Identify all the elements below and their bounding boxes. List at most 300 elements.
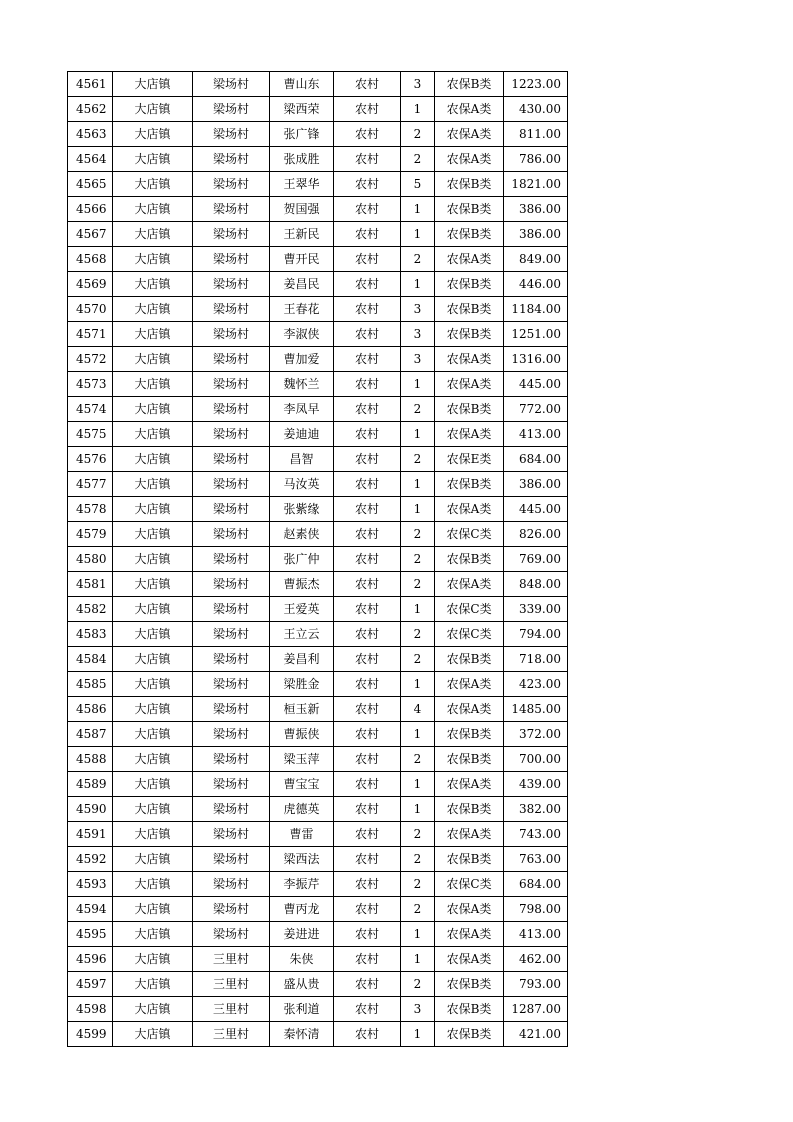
- amount-cell: 772.00: [504, 397, 568, 422]
- household-type-cell: 农村: [334, 847, 401, 872]
- insurance-category-cell: 农保A类: [435, 672, 504, 697]
- town-cell: 大店镇: [113, 497, 193, 522]
- insurance-category-cell: 农保A类: [435, 122, 504, 147]
- name-cell: 曹雷: [270, 822, 334, 847]
- table-row: [68, 122, 568, 147]
- village-cell: 梁场村: [193, 772, 270, 797]
- insurance-category-cell: 农保B类: [435, 847, 504, 872]
- insurance-category-cell: 农保E类: [435, 447, 504, 472]
- table-row: [68, 347, 568, 372]
- name-cell: 朱侠: [270, 947, 334, 972]
- table-row: [68, 247, 568, 272]
- member-count-cell: 1: [401, 797, 435, 822]
- amount-cell: 794.00: [504, 622, 568, 647]
- town-cell: 大店镇: [113, 822, 193, 847]
- name-cell: 姜昌民: [270, 272, 334, 297]
- town-cell: 大店镇: [113, 272, 193, 297]
- village-cell: 梁场村: [193, 247, 270, 272]
- village-cell: 梁场村: [193, 547, 270, 572]
- village-cell: 梁场村: [193, 897, 270, 922]
- village-cell: 梁场村: [193, 222, 270, 247]
- household-type-cell: 农村: [334, 372, 401, 397]
- insurance-category-cell: 农保A类: [435, 922, 504, 947]
- table-row: [68, 447, 568, 472]
- name-cell: 张利道: [270, 997, 334, 1022]
- name-cell: 昌智: [270, 447, 334, 472]
- member-count-cell: 1: [401, 1022, 435, 1047]
- member-count-cell: 2: [401, 647, 435, 672]
- village-cell: 梁场村: [193, 872, 270, 897]
- amount-cell: 386.00: [504, 222, 568, 247]
- amount-cell: 446.00: [504, 272, 568, 297]
- table-row: [68, 522, 568, 547]
- village-cell: 梁场村: [193, 422, 270, 447]
- member-count-cell: 2: [401, 747, 435, 772]
- insurance-category-cell: 农保B类: [435, 997, 504, 1022]
- name-cell: 曹山东: [270, 72, 334, 97]
- row-number-cell: 4572: [68, 347, 113, 372]
- town-cell: 大店镇: [113, 197, 193, 222]
- member-count-cell: 2: [401, 897, 435, 922]
- name-cell: 张广锋: [270, 122, 334, 147]
- town-cell: 大店镇: [113, 972, 193, 997]
- insurance-category-cell: 农保B类: [435, 547, 504, 572]
- insurance-category-cell: 农保B类: [435, 172, 504, 197]
- member-count-cell: 3: [401, 997, 435, 1022]
- village-cell: 梁场村: [193, 672, 270, 697]
- town-cell: 大店镇: [113, 897, 193, 922]
- amount-cell: 700.00: [504, 747, 568, 772]
- table-row: [68, 972, 568, 997]
- insurance-category-cell: 农保B类: [435, 472, 504, 497]
- name-cell: 梁西法: [270, 847, 334, 872]
- member-count-cell: 1: [401, 947, 435, 972]
- records-table: [67, 71, 568, 1047]
- table-row: [68, 997, 568, 1022]
- member-count-cell: 3: [401, 347, 435, 372]
- insurance-category-cell: 农保A类: [435, 347, 504, 372]
- table-row: [68, 672, 568, 697]
- town-cell: 大店镇: [113, 522, 193, 547]
- household-type-cell: 农村: [334, 247, 401, 272]
- table-row: [68, 622, 568, 647]
- name-cell: 秦怀清: [270, 1022, 334, 1047]
- household-type-cell: 农村: [334, 97, 401, 122]
- table-body: [68, 72, 568, 1047]
- household-type-cell: 农村: [334, 997, 401, 1022]
- table-row: [68, 772, 568, 797]
- household-type-cell: 农村: [334, 497, 401, 522]
- member-count-cell: 2: [401, 847, 435, 872]
- village-cell: 梁场村: [193, 597, 270, 622]
- town-cell: 大店镇: [113, 347, 193, 372]
- household-type-cell: 农村: [334, 672, 401, 697]
- name-cell: 王立云: [270, 622, 334, 647]
- table-row: [68, 547, 568, 572]
- table-row: [68, 497, 568, 522]
- row-number-cell: 4588: [68, 747, 113, 772]
- town-cell: 大店镇: [113, 472, 193, 497]
- amount-cell: 421.00: [504, 1022, 568, 1047]
- insurance-category-cell: 农保A类: [435, 372, 504, 397]
- village-cell: 三里村: [193, 997, 270, 1022]
- insurance-category-cell: 农保B类: [435, 297, 504, 322]
- amount-cell: 386.00: [504, 472, 568, 497]
- insurance-category-cell: 农保A类: [435, 147, 504, 172]
- row-number-cell: 4596: [68, 947, 113, 972]
- town-cell: 大店镇: [113, 947, 193, 972]
- insurance-category-cell: 农保A类: [435, 97, 504, 122]
- town-cell: 大店镇: [113, 297, 193, 322]
- town-cell: 大店镇: [113, 447, 193, 472]
- row-number-cell: 4561: [68, 72, 113, 97]
- amount-cell: 826.00: [504, 522, 568, 547]
- town-cell: 大店镇: [113, 172, 193, 197]
- insurance-category-cell: 农保B类: [435, 272, 504, 297]
- household-type-cell: 农村: [334, 597, 401, 622]
- amount-cell: 445.00: [504, 372, 568, 397]
- member-count-cell: 2: [401, 147, 435, 172]
- table-row: [68, 647, 568, 672]
- household-type-cell: 农村: [334, 722, 401, 747]
- household-type-cell: 农村: [334, 647, 401, 672]
- amount-cell: 798.00: [504, 897, 568, 922]
- household-type-cell: 农村: [334, 972, 401, 997]
- row-number-cell: 4590: [68, 797, 113, 822]
- insurance-category-cell: 农保C类: [435, 597, 504, 622]
- member-count-cell: 2: [401, 622, 435, 647]
- town-cell: 大店镇: [113, 222, 193, 247]
- table-row: [68, 847, 568, 872]
- row-number-cell: 4567: [68, 222, 113, 247]
- household-type-cell: 农村: [334, 922, 401, 947]
- amount-cell: 1485.00: [504, 697, 568, 722]
- name-cell: 曹开民: [270, 247, 334, 272]
- row-number-cell: 4582: [68, 597, 113, 622]
- amount-cell: 413.00: [504, 422, 568, 447]
- amount-cell: 1287.00: [504, 997, 568, 1022]
- row-number-cell: 4598: [68, 997, 113, 1022]
- table-row: [68, 1022, 568, 1047]
- village-cell: 梁场村: [193, 297, 270, 322]
- insurance-category-cell: 农保C类: [435, 522, 504, 547]
- town-cell: 大店镇: [113, 772, 193, 797]
- amount-cell: 445.00: [504, 497, 568, 522]
- town-cell: 大店镇: [113, 97, 193, 122]
- household-type-cell: 农村: [334, 122, 401, 147]
- table-row: [68, 422, 568, 447]
- household-type-cell: 农村: [334, 197, 401, 222]
- household-type-cell: 农村: [334, 547, 401, 572]
- table-row: [68, 97, 568, 122]
- row-number-cell: 4568: [68, 247, 113, 272]
- insurance-category-cell: 农保A类: [435, 247, 504, 272]
- row-number-cell: 4577: [68, 472, 113, 497]
- village-cell: 梁场村: [193, 572, 270, 597]
- row-number-cell: 4594: [68, 897, 113, 922]
- household-type-cell: 农村: [334, 172, 401, 197]
- village-cell: 梁场村: [193, 747, 270, 772]
- town-cell: 大店镇: [113, 372, 193, 397]
- household-type-cell: 农村: [334, 472, 401, 497]
- table-row: [68, 272, 568, 297]
- village-cell: 梁场村: [193, 397, 270, 422]
- table-row: [68, 72, 568, 97]
- member-count-cell: 2: [401, 122, 435, 147]
- village-cell: 梁场村: [193, 822, 270, 847]
- town-cell: 大店镇: [113, 672, 193, 697]
- insurance-category-cell: 农保B类: [435, 747, 504, 772]
- town-cell: 大店镇: [113, 872, 193, 897]
- insurance-category-cell: 农保B类: [435, 222, 504, 247]
- household-type-cell: 农村: [334, 747, 401, 772]
- household-type-cell: 农村: [334, 572, 401, 597]
- town-cell: 大店镇: [113, 847, 193, 872]
- amount-cell: 786.00: [504, 147, 568, 172]
- member-count-cell: 5: [401, 172, 435, 197]
- household-type-cell: 农村: [334, 872, 401, 897]
- village-cell: 梁场村: [193, 172, 270, 197]
- amount-cell: 811.00: [504, 122, 568, 147]
- amount-cell: 769.00: [504, 547, 568, 572]
- name-cell: 马汝英: [270, 472, 334, 497]
- village-cell: 三里村: [193, 972, 270, 997]
- name-cell: 魏怀兰: [270, 372, 334, 397]
- member-count-cell: 1: [401, 922, 435, 947]
- member-count-cell: 1: [401, 472, 435, 497]
- household-type-cell: 农村: [334, 322, 401, 347]
- insurance-category-cell: 农保A类: [435, 947, 504, 972]
- village-cell: 梁场村: [193, 797, 270, 822]
- insurance-category-cell: 农保B类: [435, 972, 504, 997]
- household-type-cell: 农村: [334, 1022, 401, 1047]
- table-row: [68, 372, 568, 397]
- member-count-cell: 1: [401, 372, 435, 397]
- village-cell: 梁场村: [193, 72, 270, 97]
- member-count-cell: 2: [401, 247, 435, 272]
- insurance-category-cell: 农保A类: [435, 497, 504, 522]
- village-cell: 梁场村: [193, 647, 270, 672]
- row-number-cell: 4578: [68, 497, 113, 522]
- village-cell: 三里村: [193, 947, 270, 972]
- town-cell: 大店镇: [113, 547, 193, 572]
- row-number-cell: 4583: [68, 622, 113, 647]
- member-count-cell: 1: [401, 497, 435, 522]
- village-cell: 梁场村: [193, 447, 270, 472]
- name-cell: 贺国强: [270, 197, 334, 222]
- village-cell: 梁场村: [193, 922, 270, 947]
- table-row: [68, 897, 568, 922]
- town-cell: 大店镇: [113, 122, 193, 147]
- member-count-cell: 2: [401, 447, 435, 472]
- row-number-cell: 4564: [68, 147, 113, 172]
- village-cell: 梁场村: [193, 322, 270, 347]
- town-cell: 大店镇: [113, 797, 193, 822]
- table-row: [68, 797, 568, 822]
- town-cell: 大店镇: [113, 572, 193, 597]
- insurance-category-cell: 农保C类: [435, 622, 504, 647]
- name-cell: 梁胜金: [270, 672, 334, 697]
- town-cell: 大店镇: [113, 72, 193, 97]
- row-number-cell: 4592: [68, 847, 113, 872]
- amount-cell: 684.00: [504, 447, 568, 472]
- amount-cell: 718.00: [504, 647, 568, 672]
- amount-cell: 413.00: [504, 922, 568, 947]
- row-number-cell: 4587: [68, 722, 113, 747]
- member-count-cell: 3: [401, 72, 435, 97]
- insurance-category-cell: 农保B类: [435, 72, 504, 97]
- table-row: [68, 572, 568, 597]
- member-count-cell: 1: [401, 197, 435, 222]
- town-cell: 大店镇: [113, 747, 193, 772]
- member-count-cell: 1: [401, 422, 435, 447]
- town-cell: 大店镇: [113, 597, 193, 622]
- household-type-cell: 农村: [334, 697, 401, 722]
- row-number-cell: 4597: [68, 972, 113, 997]
- insurance-category-cell: 农保B类: [435, 1022, 504, 1047]
- name-cell: 梁玉萍: [270, 747, 334, 772]
- insurance-category-cell: 农保B类: [435, 197, 504, 222]
- row-number-cell: 4570: [68, 297, 113, 322]
- household-type-cell: 农村: [334, 797, 401, 822]
- name-cell: 姜迪迪: [270, 422, 334, 447]
- household-type-cell: 农村: [334, 222, 401, 247]
- insurance-category-cell: 农保A类: [435, 897, 504, 922]
- member-count-cell: 4: [401, 697, 435, 722]
- name-cell: 姜进进: [270, 922, 334, 947]
- insurance-category-cell: 农保B类: [435, 397, 504, 422]
- table-row: [68, 397, 568, 422]
- town-cell: 大店镇: [113, 922, 193, 947]
- table-row: [68, 322, 568, 347]
- name-cell: 曹加爱: [270, 347, 334, 372]
- member-count-cell: 1: [401, 272, 435, 297]
- member-count-cell: 2: [401, 972, 435, 997]
- name-cell: 张紫缘: [270, 497, 334, 522]
- table-row: [68, 697, 568, 722]
- amount-cell: 763.00: [504, 847, 568, 872]
- household-type-cell: 农村: [334, 622, 401, 647]
- row-number-cell: 4562: [68, 97, 113, 122]
- household-type-cell: 农村: [334, 522, 401, 547]
- insurance-category-cell: 农保B类: [435, 722, 504, 747]
- village-cell: 梁场村: [193, 622, 270, 647]
- village-cell: 三里村: [193, 1022, 270, 1047]
- row-number-cell: 4575: [68, 422, 113, 447]
- household-type-cell: 农村: [334, 147, 401, 172]
- amount-cell: 382.00: [504, 797, 568, 822]
- village-cell: 梁场村: [193, 272, 270, 297]
- table-row: [68, 197, 568, 222]
- household-type-cell: 农村: [334, 422, 401, 447]
- town-cell: 大店镇: [113, 147, 193, 172]
- amount-cell: 848.00: [504, 572, 568, 597]
- village-cell: 梁场村: [193, 97, 270, 122]
- table-row: [68, 947, 568, 972]
- row-number-cell: 4599: [68, 1022, 113, 1047]
- household-type-cell: 农村: [334, 297, 401, 322]
- name-cell: 盛从贵: [270, 972, 334, 997]
- village-cell: 梁场村: [193, 372, 270, 397]
- member-count-cell: 1: [401, 97, 435, 122]
- insurance-category-cell: 农保A类: [435, 822, 504, 847]
- town-cell: 大店镇: [113, 997, 193, 1022]
- amount-cell: 430.00: [504, 97, 568, 122]
- amount-cell: 1821.00: [504, 172, 568, 197]
- insurance-category-cell: 农保A类: [435, 772, 504, 797]
- name-cell: 李振芹: [270, 872, 334, 897]
- name-cell: 王新民: [270, 222, 334, 247]
- row-number-cell: 4569: [68, 272, 113, 297]
- household-type-cell: 农村: [334, 397, 401, 422]
- name-cell: 张广仲: [270, 547, 334, 572]
- row-number-cell: 4563: [68, 122, 113, 147]
- member-count-cell: 3: [401, 297, 435, 322]
- amount-cell: 1316.00: [504, 347, 568, 372]
- village-cell: 梁场村: [193, 472, 270, 497]
- insurance-category-cell: 农保A类: [435, 422, 504, 447]
- amount-cell: 386.00: [504, 197, 568, 222]
- household-type-cell: 农村: [334, 447, 401, 472]
- table-row: [68, 147, 568, 172]
- town-cell: 大店镇: [113, 422, 193, 447]
- village-cell: 梁场村: [193, 697, 270, 722]
- row-number-cell: 4586: [68, 697, 113, 722]
- name-cell: 虎德英: [270, 797, 334, 822]
- insurance-category-cell: 农保B类: [435, 647, 504, 672]
- name-cell: 张成胜: [270, 147, 334, 172]
- amount-cell: 793.00: [504, 972, 568, 997]
- insurance-category-cell: 农保C类: [435, 872, 504, 897]
- name-cell: 李淑侠: [270, 322, 334, 347]
- insurance-category-cell: 农保B类: [435, 322, 504, 347]
- row-number-cell: 4584: [68, 647, 113, 672]
- town-cell: 大店镇: [113, 397, 193, 422]
- insurance-category-cell: 农保A类: [435, 572, 504, 597]
- amount-cell: 684.00: [504, 872, 568, 897]
- amount-cell: 439.00: [504, 772, 568, 797]
- household-type-cell: 农村: [334, 72, 401, 97]
- amount-cell: 423.00: [504, 672, 568, 697]
- member-count-cell: 1: [401, 222, 435, 247]
- name-cell: 曹振侠: [270, 722, 334, 747]
- row-number-cell: 4580: [68, 547, 113, 572]
- name-cell: 王爱英: [270, 597, 334, 622]
- table-row: [68, 872, 568, 897]
- amount-cell: 743.00: [504, 822, 568, 847]
- village-cell: 梁场村: [193, 197, 270, 222]
- member-count-cell: 3: [401, 322, 435, 347]
- table-row: [68, 172, 568, 197]
- name-cell: 曹宝宝: [270, 772, 334, 797]
- member-count-cell: 2: [401, 872, 435, 897]
- table-row: [68, 597, 568, 622]
- amount-cell: 372.00: [504, 722, 568, 747]
- town-cell: 大店镇: [113, 247, 193, 272]
- row-number-cell: 4573: [68, 372, 113, 397]
- row-number-cell: 4595: [68, 922, 113, 947]
- member-count-cell: 2: [401, 397, 435, 422]
- name-cell: 王春花: [270, 297, 334, 322]
- table-row: [68, 222, 568, 247]
- town-cell: 大店镇: [113, 697, 193, 722]
- name-cell: 王翠华: [270, 172, 334, 197]
- member-count-cell: 2: [401, 822, 435, 847]
- member-count-cell: 1: [401, 672, 435, 697]
- name-cell: 李凤早: [270, 397, 334, 422]
- row-number-cell: 4581: [68, 572, 113, 597]
- household-type-cell: 农村: [334, 897, 401, 922]
